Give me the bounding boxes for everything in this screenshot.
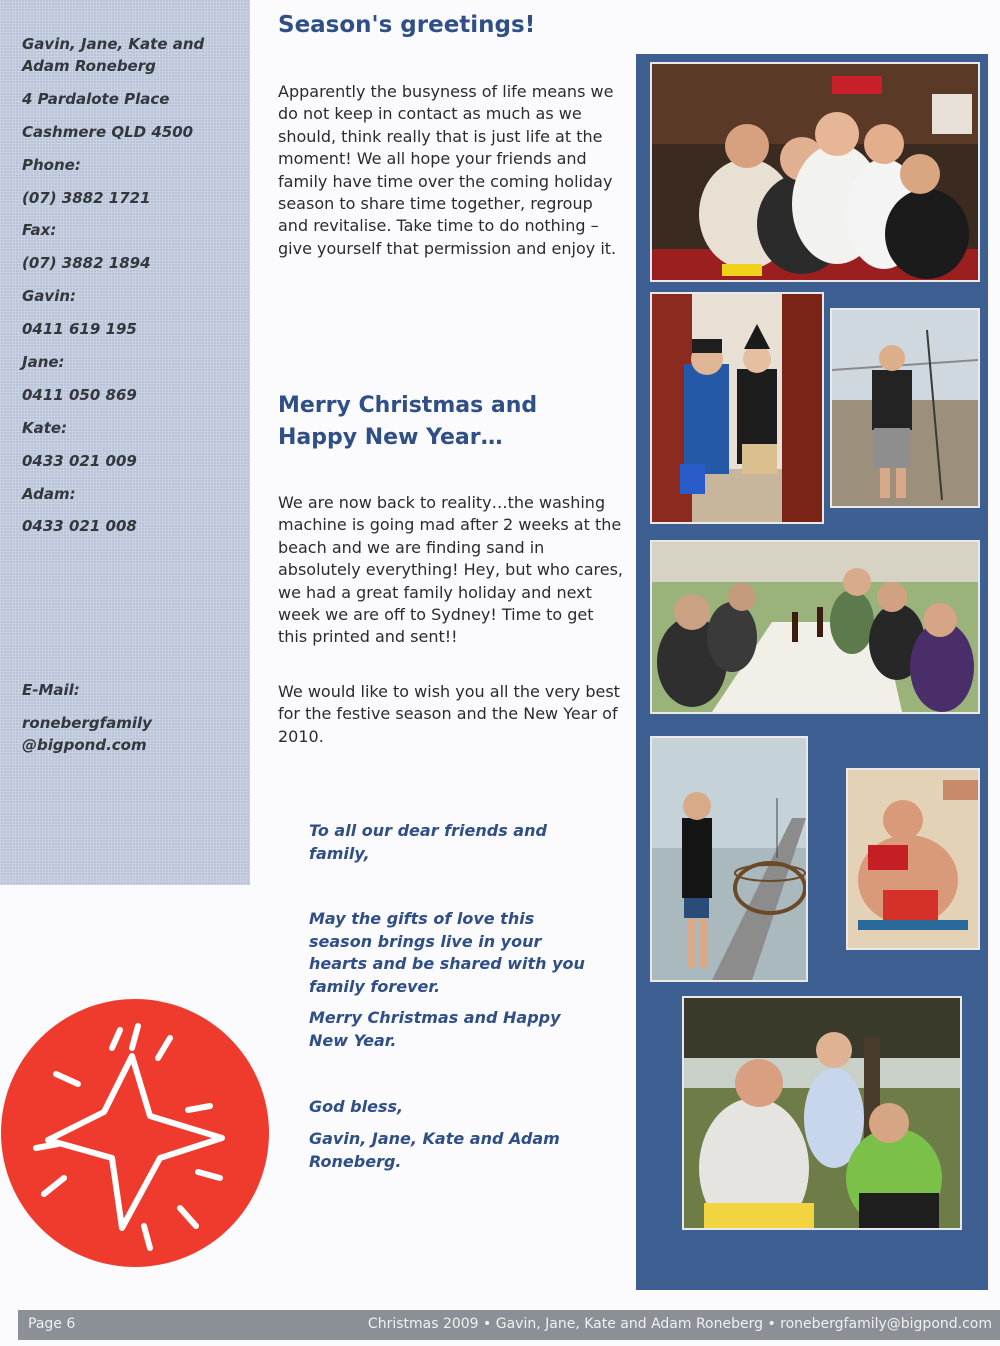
contact-sidebar [0, 0, 250, 885]
photo-outdoor-dinner [650, 540, 980, 714]
sidebar-email-line1: ronebergfamily [22, 714, 152, 732]
photo-crab-net-pier [650, 736, 808, 982]
blessing-gifts-of-love: May the gifts of love this season brings live in your hearts and be shared with you family forever. [309, 909, 585, 996]
page-footer [18, 1310, 1000, 1340]
sidebar-fax-value: (07) 3882 1894 [22, 254, 151, 272]
paragraph-intro: Apparently the busyness of life means we do not keep in contact as much as we should, think really that is just life at the moment! We all hope your friends and family have time over the coming holiday season to share time together, regroup and revitalise. Take time to do nothing – give yourself that permission and enjoy it. [278, 82, 617, 258]
blessing-god-bless: God bless, [309, 1097, 404, 1116]
sidebar-gavin-value: 0411 619 195 [22, 320, 137, 338]
photo-family-by-tree [682, 996, 962, 1230]
blessing-greeting: To all our dear friends and family, [309, 821, 547, 863]
blessing-signature: Gavin, Jane, Kate and Adam Roneberg. [309, 1129, 560, 1171]
sidebar-gavin-label: Gavin: [22, 287, 77, 305]
photo-outdoor-dinner-image [652, 542, 978, 712]
sidebar-fax-label: Fax: [22, 221, 57, 239]
sidebar-jane-label: Jane: [22, 353, 65, 371]
photo-collage-panel [636, 54, 988, 1290]
sidebar-kate-value: 0433 021 009 [22, 452, 137, 470]
sidebar-phone-label: Phone: [22, 156, 81, 174]
photo-kids-costumes [650, 292, 824, 524]
sidebar-email-label: E-Mail: [22, 681, 80, 699]
sidebar-address-suburb: Cashmere QLD 4500 [22, 123, 194, 141]
sidebar-names-line2: Adam Roneberg [22, 57, 156, 75]
sidebar-adam-value: 0433 021 008 [22, 517, 137, 535]
sidebar-names-line1: Gavin, Jane, Kate and [22, 35, 205, 53]
photo-kids-costumes-image [652, 294, 822, 522]
heading-merry-christmas: Merry Christmas and Happy New Year… [278, 393, 538, 450]
sidebar-adam-label: Adam: [22, 485, 76, 503]
sidebar-address-street: 4 Pardalote Place [22, 90, 170, 108]
photo-family-restaurant-image [652, 64, 978, 280]
paragraph-back-to-reality: We are now back to reality…the washing machine is going mad after 2 weeks at the beach and we are finding sand in absolutely everything! Hey, but who cares, we had a great family holiday and next week we are off to Sydney! Time to get this printed and sent!! [278, 493, 624, 647]
photo-man-beach-reading [846, 768, 980, 950]
photo-man-beach-image [848, 770, 978, 948]
photo-crab-net-image [652, 738, 806, 980]
blessing-merry-christmas: Merry Christmas and Happy New Year. [309, 1008, 561, 1050]
photo-family-restaurant [650, 62, 980, 282]
sidebar-kate-label: Kate: [22, 419, 68, 437]
starburst-decoration [0, 998, 270, 1268]
paragraph-best-wishes: We would like to wish you all the very best for the festive season and the New Year of 2010. [278, 682, 620, 746]
sidebar-jane-value: 0411 050 869 [22, 386, 137, 404]
footer-info: Christmas 2009 • Gavin, Jane, Kate and Adam Roneberg • ronebergfamily@bigpond.com [367, 1316, 992, 1332]
page-number: Page 6 [28, 1316, 76, 1332]
photo-family-tree-image [684, 998, 960, 1228]
photo-boy-fishing-image [832, 310, 978, 506]
sidebar-email-line2: @bigpond.com [22, 736, 147, 754]
heading-seasons-greetings: Season's greetings! [278, 12, 536, 38]
sidebar-phone-value: (07) 3882 1721 [22, 189, 151, 207]
photo-boy-fishing-pier [830, 308, 980, 508]
